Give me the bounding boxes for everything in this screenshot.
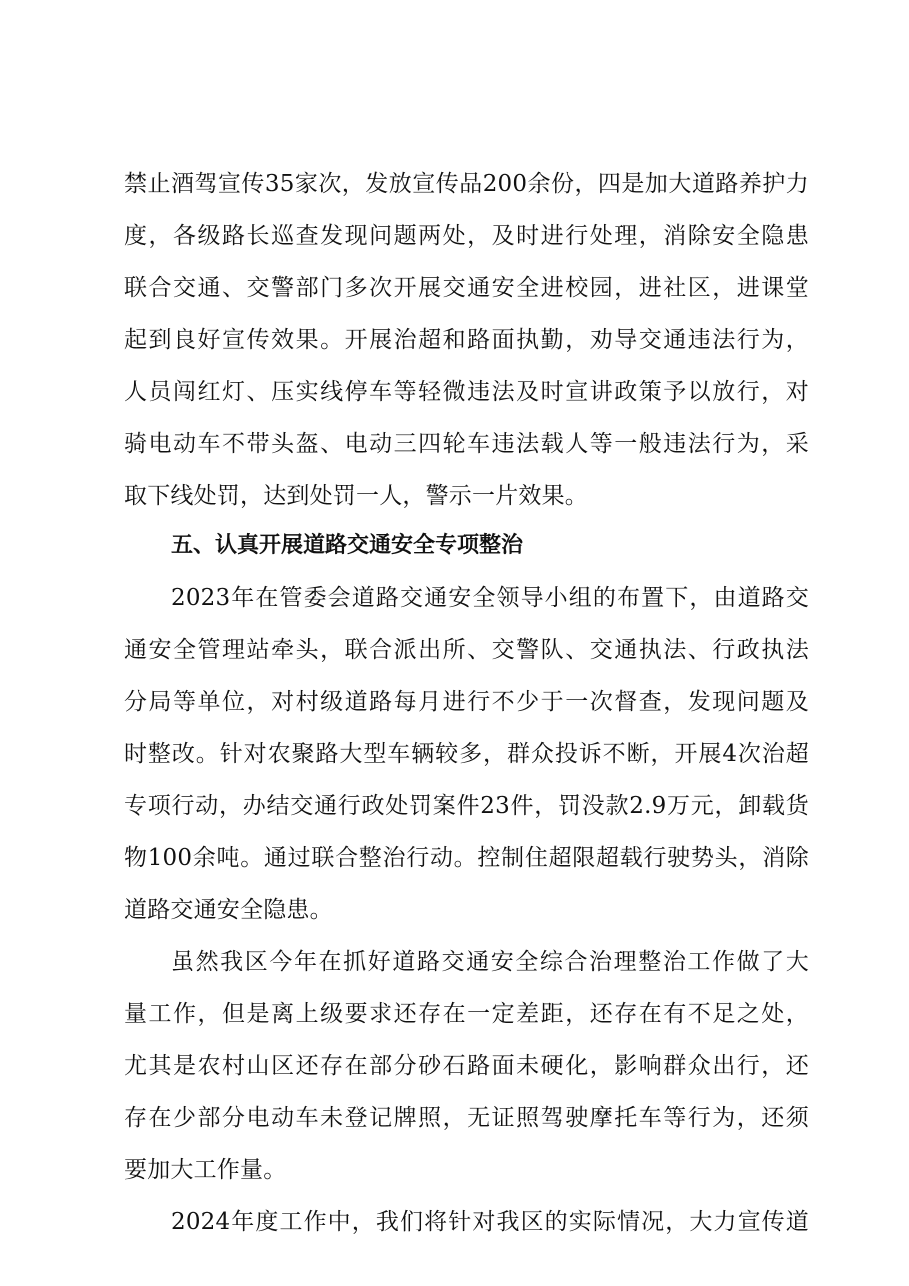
- paragraph-1-line-5: 人员闯红灯、压实线停车等轻微违法及时宣讲政策予以放行，对: [124, 379, 809, 405]
- paragraph-3-line-1: 虽然我区今年在抓好道路交通安全综合治理整治工作做了大: [171, 949, 809, 975]
- paragraph-3-line-5: 要加大工作量。: [124, 1157, 287, 1183]
- paragraph-3-line-4: 存在少部分电动车未登记牌照，无证照驾驶摩托车等行为，还须: [124, 1105, 809, 1131]
- paragraph-2-line-6: 物100余吨。通过联合整治行动。控制住超限超载行驶势头，消除: [124, 845, 809, 871]
- section-5-heading: 五、认真开展道路交通安全专项整治: [171, 533, 524, 558]
- paragraph-1-line-4: 起到良好宣传效果。开展治超和路面执勤，劝导交通违法行为，: [124, 327, 809, 353]
- paragraph-2-line-2: 通安全管理站牵头，联合派出所、交警队、交通执法、行政执法: [124, 637, 809, 663]
- paragraph-2-line-3: 分局等单位，对村级道路每月进行不少于一次督查，发现问题及: [124, 689, 809, 715]
- paragraph-2-line-1: 2023年在管委会道路交通安全领导小组的布置下，由道路交: [171, 585, 809, 611]
- paragraph-4-line-1: 2024年度工作中，我们将针对我区的实际情况，大力宣传道: [171, 1209, 809, 1235]
- paragraph-2-line-5: 专项行动，办结交通行政处罚案件23件，罚没款2.9万元，卸载货: [124, 793, 809, 819]
- paragraph-1-line-2: 度，各级路长巡查发现问题两处，及时进行处理，消除安全隐患: [124, 223, 809, 249]
- paragraph-2-line-7: 道路交通安全隐患。: [124, 897, 333, 923]
- paragraph-3-line-3: 尤其是农村山区还存在部分砂石路面未硬化，影响群众出行，还: [124, 1053, 809, 1079]
- paragraph-3-line-2: 量工作，但是离上级要求还存在一定差距，还存在有不足之处，: [124, 1001, 809, 1027]
- paragraph-1-line-3: 联合交通、交警部门多次开展交通安全进校园，进社区，进课堂: [124, 275, 809, 301]
- paragraph-1-line-1: 禁止酒驾宣传35家次，发放宣传品200余份，四是加大道路养护力: [124, 171, 809, 197]
- paragraph-2-line-4: 时整改。针对农聚路大型车辆较多，群众投诉不断，开展4次治超: [124, 741, 809, 767]
- paragraph-1-line-7: 取下线处罚，达到处罚一人，警示一片效果。: [124, 483, 588, 509]
- paragraph-1-line-6: 骑电动车不带头盔、电动三四轮车违法载人等一般违法行为，采: [124, 431, 809, 457]
